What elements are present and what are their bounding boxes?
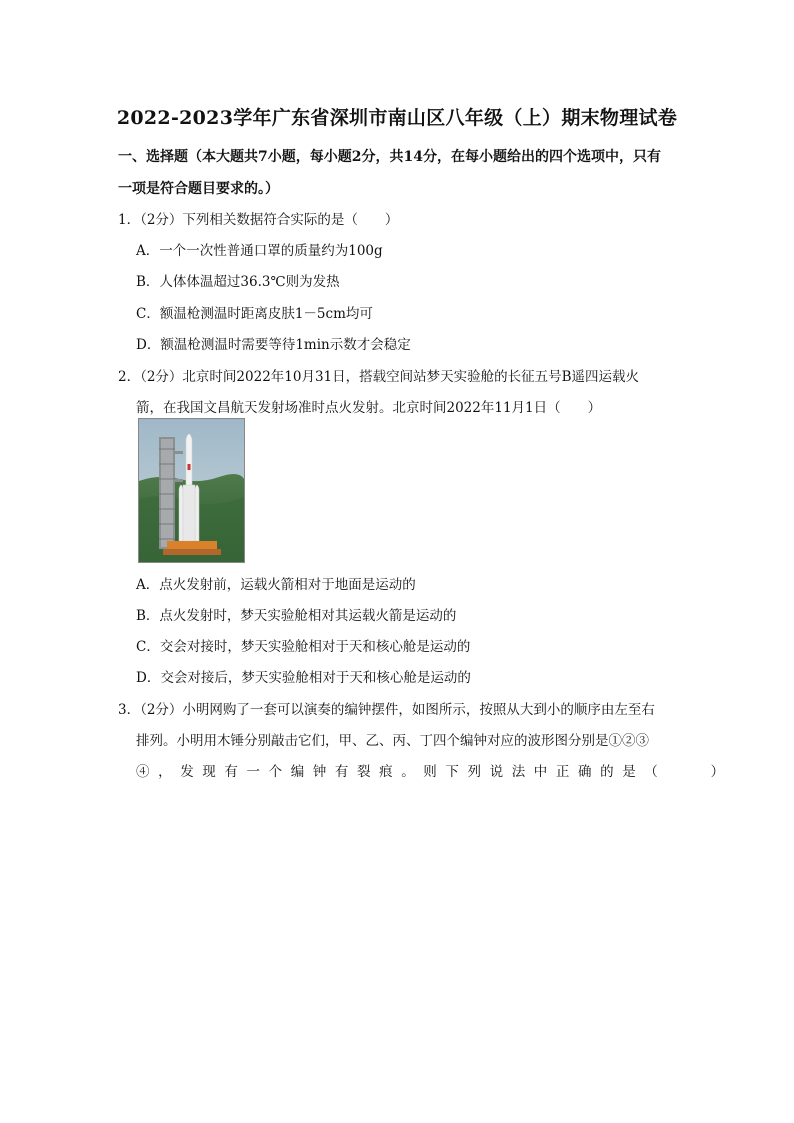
question-1-option-d: D．额温枪测温时需要等待1min示数才会稳定: [136, 337, 411, 353]
page-title: 2022-2023学年广东省深圳市南山区八年级（上）期末物理试卷: [116, 107, 678, 129]
question-3-stem-line-3: ④，发现有一个编钟有裂痕。则下列说法中正确的是（ ）: [136, 764, 733, 780]
question-2-option-d: D．交会对接后，梦天实验舱相对于天和核心舱是运动的: [136, 670, 471, 686]
question-1-option-b: B．人体体温超过36.3℃则为发热: [136, 274, 340, 290]
question-2-stem-line-2: 箭，在我国文昌航天发射场准时点火发射。北京时间2022年11月1日（ ）: [136, 400, 602, 416]
section-heading-line-1: 一、选择题（本大题共7小题，每小题2分，共14分，在每小题给出的四个选项中，只有: [118, 149, 661, 165]
question-1-option-a: A．一个一次性普通口罩的质量约为100g: [136, 243, 383, 259]
question-1-option-c: C．额温枪测温时距离皮肤1－5cm均可: [136, 306, 373, 322]
section-heading-line-2: 一项是符合题目要求的。）: [118, 181, 279, 197]
question-3-stem-line-1: 3．（2分）小明网购了一套可以演奏的编钟摆件，如图所示，按照从大到小的顺序由左至右: [118, 702, 655, 718]
rocket-launch-photo-icon: [138, 418, 245, 563]
question-2-stem-line-1: 2．（2分）北京时间2022年10月31日，搭载空间站梦天实验舱的长征五号B遥四运载火: [118, 369, 640, 385]
question-2-option-c: C．交会对接时，梦天实验舱相对于天和核心舱是运动的: [136, 639, 471, 655]
question-3-stem-line-2: 排列。小明用木锤分别敲击它们，甲、乙、丙、丁四个编钟对应的波形图分别是①②③: [136, 733, 649, 749]
question-2-option-a: A．点火发射前，运载火箭相对于地面是运动的: [136, 577, 416, 593]
question-2-option-b: B．点火发射时，梦天实验舱相对其运载火箭是运动的: [136, 608, 457, 624]
question-1-stem: 1．（2分）下列相关数据符合实际的是（ ）: [118, 212, 399, 228]
